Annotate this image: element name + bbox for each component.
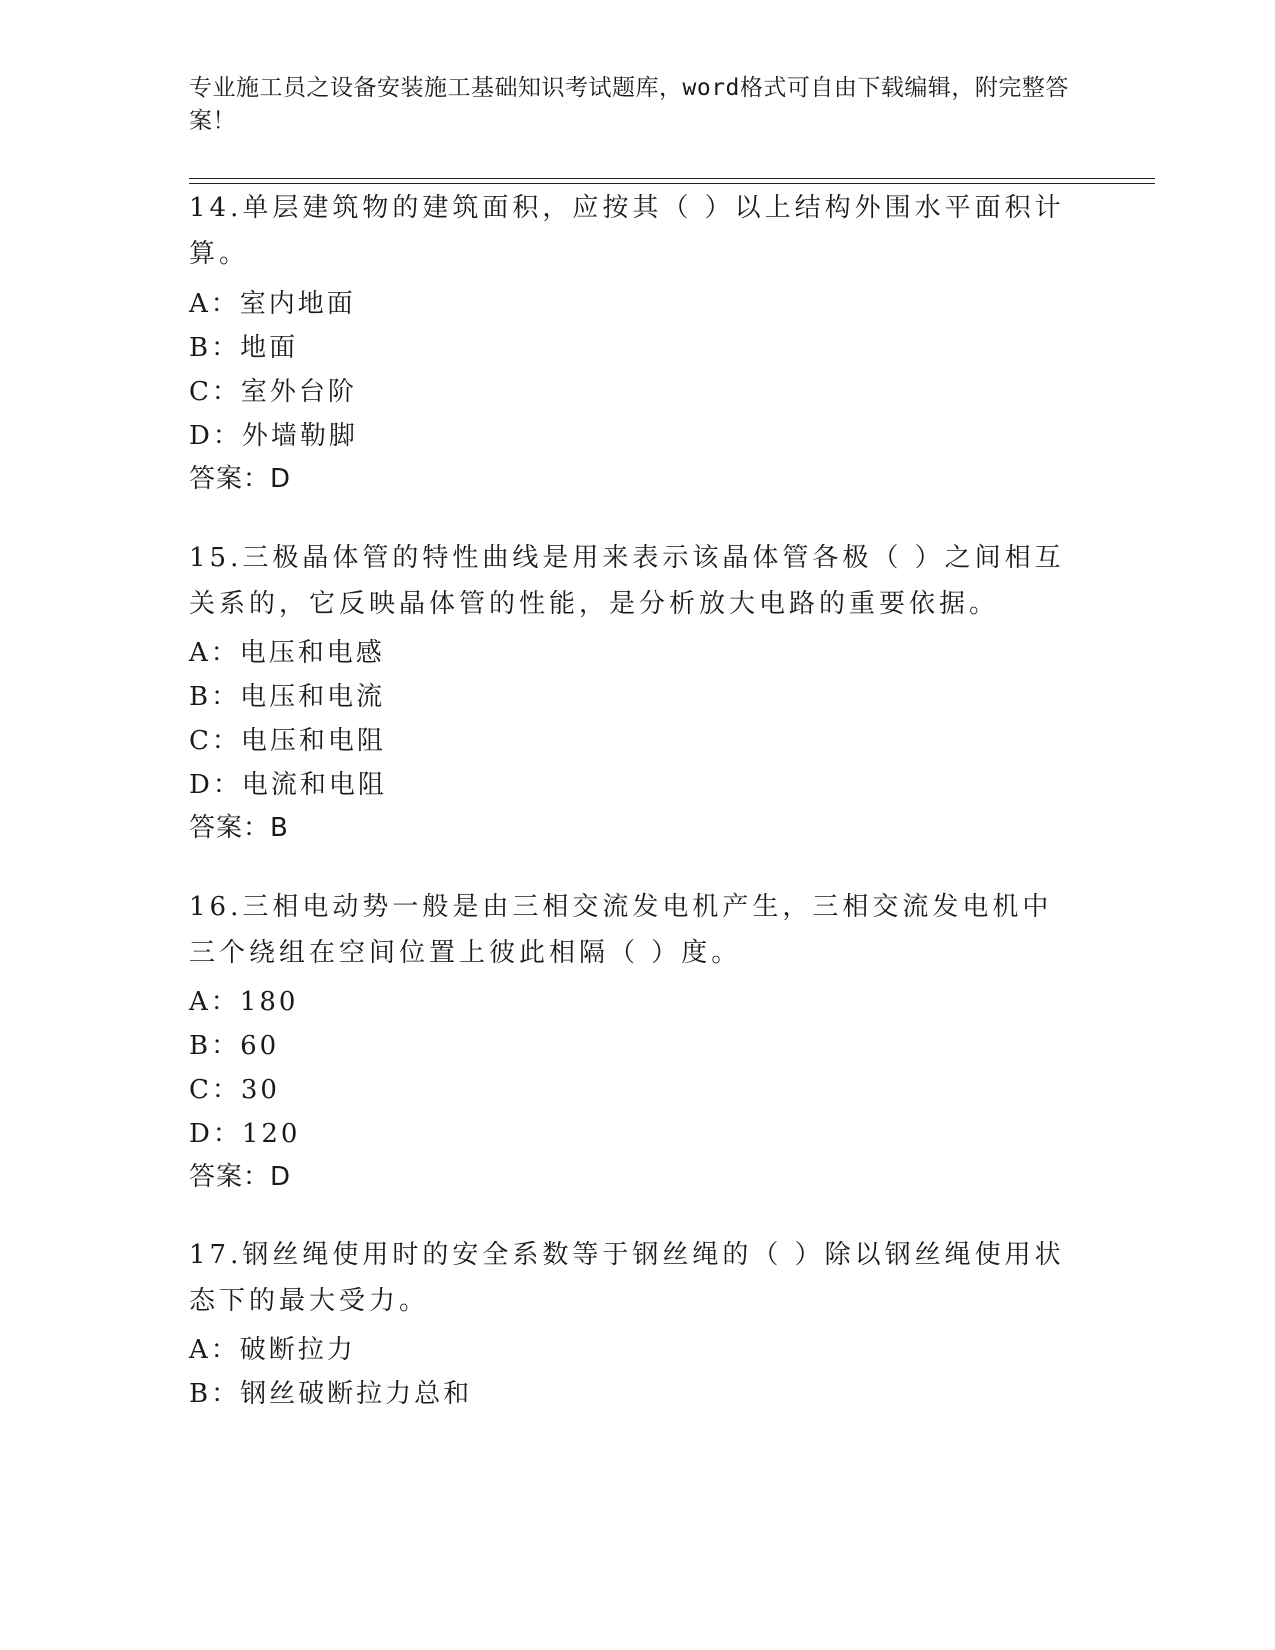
question-16-option-d: D：120 [189, 1119, 301, 1149]
question-16-option-a: A：180 [189, 987, 299, 1017]
question-16-answer: 答案：D [189, 1162, 292, 1192]
document-header: 专业施工员之设备安装施工基础知识考试题库，word格式可自由下载编辑，附完整答案！ [189, 75, 1069, 134]
question-15-answer: 答案：B [189, 813, 289, 843]
question-14-answer: 答案：D [189, 464, 292, 494]
header-divider-bottom [189, 183, 1155, 184]
question-14-option-d: D：外墙勒脚 [189, 421, 358, 451]
question-15-stem: 15.三极晶体管的特性曲线是用来表示该晶体管各极（ ）之间相互关系的，它反映晶体管的性能，是分析放大电路的重要依据。 [189, 543, 1065, 619]
question-17-option-a: A：破断拉力 [189, 1335, 356, 1365]
question-17-option-b: B：钢丝破断拉力总和 [189, 1379, 473, 1409]
question-14-stem: 14.单层建筑物的建筑面积，应按其（ ）以上结构外围水平面积计算。 [189, 193, 1065, 269]
question-14-option-b: B：地面 [189, 333, 299, 363]
question-16-option-c: C：30 [189, 1075, 280, 1105]
question-16-option-b: B：60 [189, 1031, 280, 1061]
question-14-option-a: A：室内地面 [189, 289, 356, 319]
question-15-option-b: B：电压和电流 [189, 682, 386, 712]
question-15-option-a: A：电压和电感 [189, 638, 385, 668]
question-17-stem: 17.钢丝绳使用时的安全系数等于钢丝绳的（ ）除以钢丝绳使用状态下的最大受力。 [189, 1240, 1065, 1316]
question-15-option-c: C：电压和电阻 [189, 726, 386, 756]
question-14-option-c: C：室外台阶 [189, 377, 357, 407]
question-15-option-d: D：电流和电阻 [189, 770, 387, 800]
header-divider-top [189, 178, 1155, 179]
question-16-stem: 16.三相电动势一般是由三相交流发电机产生，三相交流发电机中三个绕组在空间位置上彼此相隔（ ）度。 [189, 892, 1053, 968]
